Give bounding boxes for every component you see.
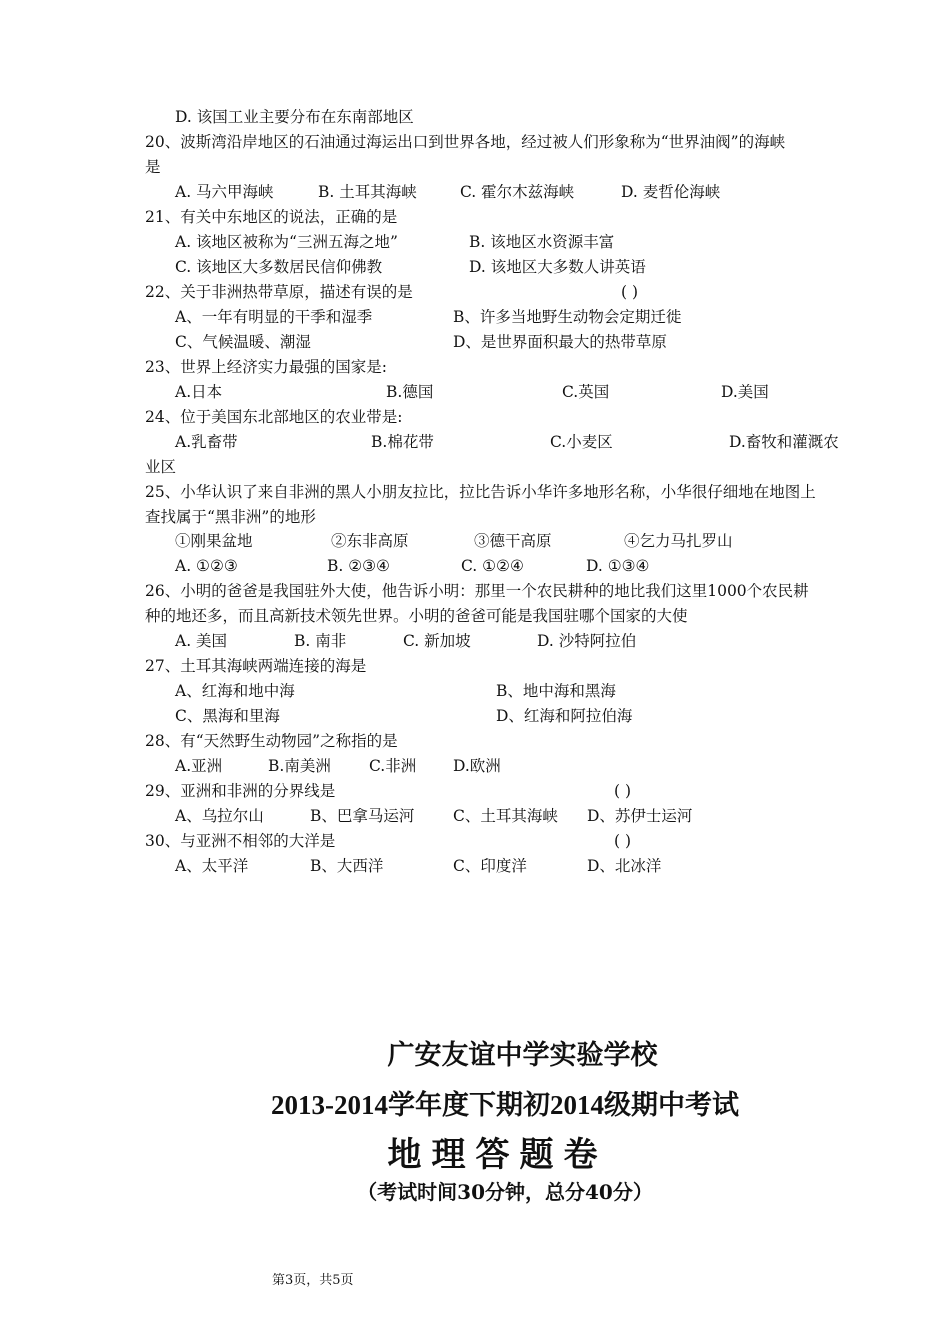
q30-stem: 30、与亚洲不相邻的大洋是 [145, 832, 336, 850]
q26-stem: 26、小明的爸爸是我国驻外大使，他告诉小明：那里一个农民耕种的地比我们这里1000个农民耕 [145, 582, 809, 600]
q22-option-c: C、气候温暖、潮湿 [175, 333, 311, 351]
q29-option-d: D、苏伊士运河 [587, 807, 693, 825]
q21-option-c: C. 该地区大多数居民信仰佛教 [175, 258, 383, 276]
q30-option-a: A、太平洋 [175, 857, 249, 875]
q27-option-c: C、黑海和里海 [175, 707, 280, 725]
q20-stem: 20、波斯湾沿岸地区的石油通过海运出口到世界各地，经过被人们形象称为“世界油阀”的海峡 [145, 133, 786, 151]
q25-item-3: ③德干高原 [474, 532, 552, 550]
q23-option-c: C.英国 [562, 383, 610, 401]
page-footer: 第3页，共5页 [272, 1273, 354, 1288]
q22-option-b: B、许多当地野生动物会定期迁徙 [453, 308, 682, 326]
q28-option-a: A.亚洲 [175, 757, 223, 775]
q22-option-d: D、是世界面积最大的热带草原 [453, 333, 667, 351]
q20-option-c: C. 霍尔木兹海峡 [460, 183, 575, 201]
q20-stem-cont: 是 [145, 158, 161, 176]
answer-sheet-school: 广安友谊中学实验学校 [387, 1040, 658, 1071]
q24-option-c: C.小麦区 [550, 433, 613, 451]
q21-option-b: B. 该地区水资源丰富 [469, 233, 615, 251]
q22-option-a: A、一年有明显的干季和湿季 [175, 308, 373, 326]
q27-stem: 27、土耳其海峡两端连接的海是 [145, 657, 367, 675]
q24-option-d-cont: 业区 [145, 458, 177, 476]
q26-option-a: A. 美国 [175, 632, 228, 650]
q25-item-1: ①刚果盆地 [175, 532, 253, 550]
answer-sheet-exam: 2013-2014学年度下期初2014级期中考试 [271, 1090, 739, 1120]
q19-option-d: D. 该国工业主要分布在东南部地区 [175, 108, 414, 126]
q20-option-a: A. 马六甲海峡 [175, 183, 274, 201]
q21-option-d: D. 该地区大多数人讲英语 [469, 258, 646, 276]
q25-item-4: ④乞力马扎罗山 [624, 532, 733, 550]
q29-answer-paren: ( ) [614, 782, 632, 800]
q28-option-d: D.欧洲 [453, 757, 501, 775]
q25-stem: 25、小华认识了来自非洲的黑人小朋友拉比，拉比告诉小华许多地形名称，小华很仔细地在地图上 [145, 483, 816, 501]
q24-option-d: D.畜牧和灌溉农 [729, 433, 839, 451]
q22-answer-paren: ( ) [621, 283, 639, 301]
q23-stem: 23、世界上经济实力最强的国家是: [145, 358, 387, 376]
q20-option-b: B. 土耳其海峡 [318, 183, 417, 201]
q29-option-a: A、乌拉尔山 [175, 807, 264, 825]
q25-option-b: B. ②③④ [327, 557, 390, 575]
q29-option-b: B、巴拿马运河 [310, 807, 415, 825]
q27-option-d: D、红海和阿拉伯海 [496, 707, 633, 725]
q30-answer-paren: ( ) [614, 832, 632, 850]
q27-option-b: B、地中海和黑海 [496, 682, 616, 700]
q21-stem: 21、有关中东地区的说法，正确的是 [145, 208, 398, 226]
q28-stem: 28、有“天然野生动物园”之称指的是 [145, 732, 398, 750]
q20-option-d: D. 麦哲伦海峡 [621, 183, 721, 201]
q26-option-b: B. 南非 [294, 632, 347, 650]
q26-option-c: C. 新加坡 [403, 632, 471, 650]
q30-option-b: B、大西洋 [310, 857, 384, 875]
q21-option-a: A. 该地区被称为“三洲五海之地” [175, 233, 398, 251]
q25-option-d: D. ①③④ [586, 557, 650, 575]
q24-option-b: B.棉花带 [371, 433, 434, 451]
q23-option-d: D.美国 [721, 383, 769, 401]
q27-option-a: A、红海和地中海 [175, 682, 295, 700]
q28-option-b: B.南美洲 [268, 757, 331, 775]
q25-item-2: ②东非高原 [331, 532, 409, 550]
q28-option-c: C.非洲 [369, 757, 417, 775]
q24-stem: 24、位于美国东北部地区的农业带是: [145, 408, 403, 426]
q26-stem-cont: 种的地还多，而且高新技术领先世界。小明的爸爸可能是我国驻哪个国家的大使 [145, 607, 688, 625]
q29-stem: 29、亚洲和非洲的分界线是 [145, 782, 336, 800]
q23-option-a: A.日本 [175, 383, 223, 401]
q22-stem: 22、关于非洲热带草原，描述有误的是 [145, 283, 413, 301]
answer-sheet-subject: 地理答题卷 [387, 1135, 608, 1175]
q24-option-a: A.乳畜带 [175, 433, 238, 451]
q26-option-d: D. 沙特阿拉伯 [537, 632, 637, 650]
q29-option-c: C、土耳其海峡 [453, 807, 558, 825]
q30-option-d: D、北冰洋 [587, 857, 662, 875]
q30-option-c: C、印度洋 [453, 857, 527, 875]
q25-stem-cont: 查找属于“黑非洲”的地形 [145, 508, 316, 526]
q23-option-b: B.德国 [386, 383, 434, 401]
answer-sheet-info: （考试时间30分钟，总分40分） [357, 1180, 653, 1204]
q25-option-c: C. ①②④ [461, 557, 524, 575]
q25-option-a: A. ①②③ [175, 557, 238, 575]
